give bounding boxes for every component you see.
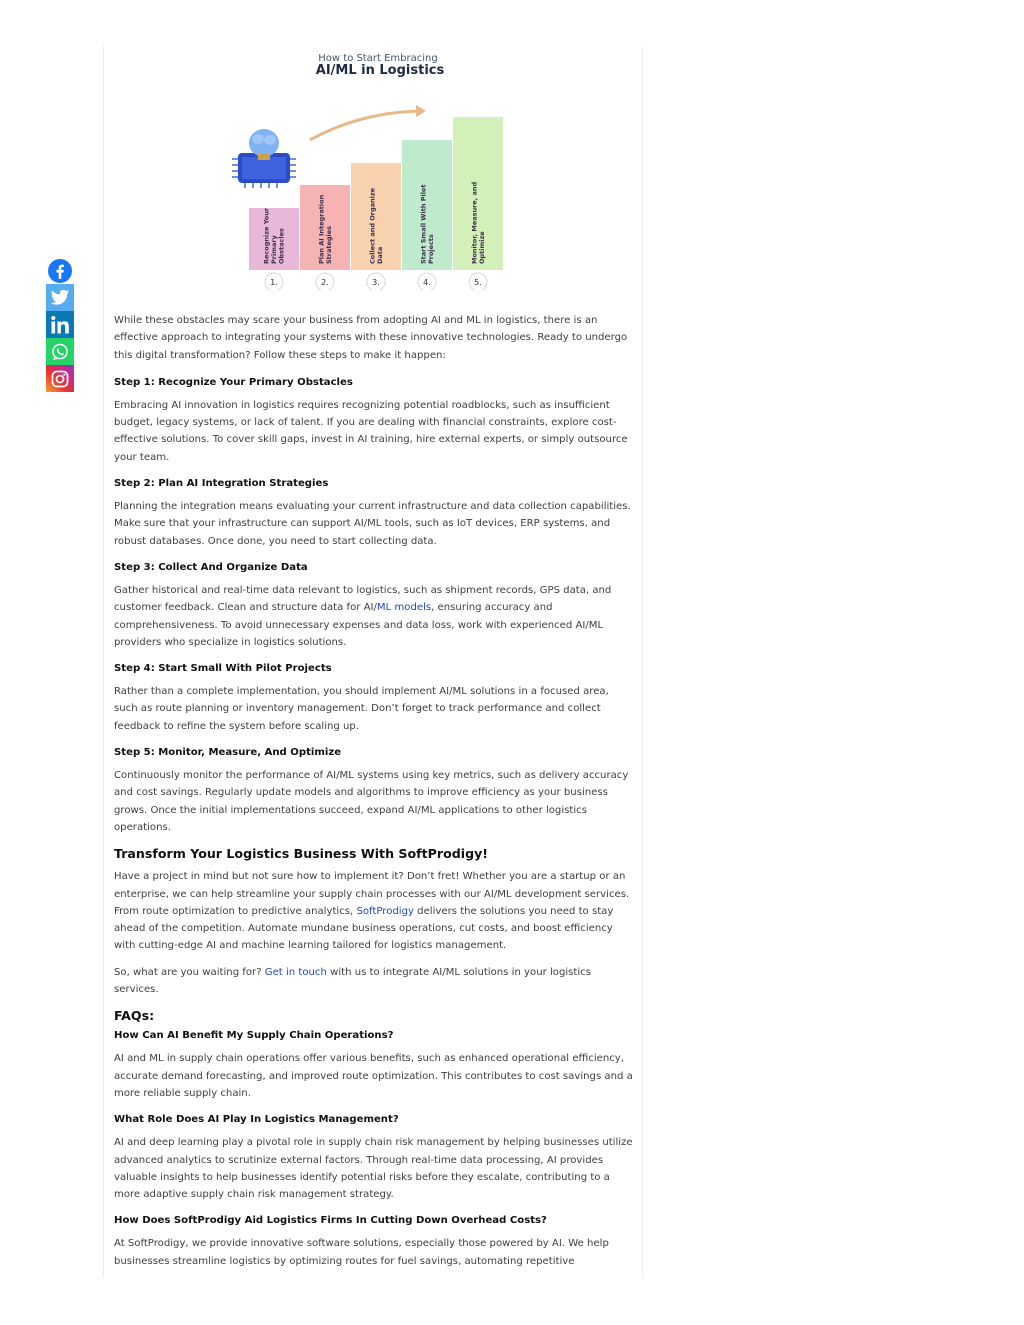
- transform-p2-text-after: with us to integrate AI/ML solutions in your logistics services.: [114, 966, 591, 996]
- step-bar-4: [402, 140, 452, 290]
- transform-paragraph-2: [114, 964, 634, 999]
- growth-arrow: [310, 111, 422, 140]
- step-number-5: 5.: [474, 278, 482, 287]
- get-in-touch-link[interactable]: Get in touch: [264, 966, 327, 978]
- transform-paragraph-1: [114, 868, 634, 954]
- transform-p1-text-after: delivers the solutions you need to stay ahead of the competition. Automate mundane business operations, cut costs, and boost efficiency with cutting-edge AI and machine learning tailored for logistics management.: [114, 905, 614, 952]
- ai-chip-icon: [232, 129, 296, 188]
- faq-1-question: How Can AI Benefit My Supply Chain Operations?: [114, 1030, 394, 1042]
- step-bar-label-5: Monitor, Measure, andOptimize: [470, 181, 486, 264]
- step-5-body: Continuously monitor the performance of AI/ML systems using key metrics, such as delivery accuracy and cost savings. Regularly update models and algorithms to improve efficiency as your business grows. Once the initial implementations succeed, expand AI/ML applications to other logistics operations.: [114, 770, 629, 833]
- share-twitter-button[interactable]: [46, 284, 74, 311]
- instagram-icon: [50, 369, 70, 389]
- step-4-body: Rather than a complete implementation, you should implement AI/ML solutions in a focused area, such as route planning or inventory management. Don’t forget to track performance and collect feedback to refine the system before scaling up.: [114, 686, 609, 732]
- step-3-body-text-after: , ensuring accuracy and comprehensiveness. To avoid unnecessary expenses and data loss, work with experienced AI/ML providers who specialize in logistics solutions.: [114, 602, 604, 648]
- faqs-heading: FAQs:: [114, 1008, 155, 1024]
- intro-paragraph: While these obstacles may scare your business from adopting AI and ML in logistics, there is an effective approach to integrating your systems with these innovative technologies. Ready to undergo this digital transformation? Follow these steps to make it happen:: [114, 315, 628, 361]
- infographic-title: AI/ML in Logistics: [315, 63, 445, 78]
- facebook-icon: [47, 258, 73, 284]
- social-share-bar: [46, 257, 74, 392]
- share-facebook-button[interactable]: [46, 257, 74, 284]
- share-whatsapp-button[interactable]: [46, 338, 74, 365]
- step-2-heading: Step 2: Plan AI Integration Strategies: [114, 478, 329, 490]
- faq-3-question: How Does SoftProdigy Aid Logistics Firms In Cutting Down Overhead Costs?: [114, 1215, 547, 1227]
- step-3-body: [114, 582, 634, 651]
- faq-2-question: What Role Does AI Play In Logistics Management?: [114, 1114, 399, 1126]
- step-bar-label-1: Recognize YourPrimaryObstacles: [262, 207, 286, 264]
- whatsapp-icon: [50, 342, 70, 362]
- step-bar-2: [300, 185, 350, 290]
- infographic: [230, 50, 520, 290]
- transform-heading: Transform Your Logistics Business With SoftProdigy!: [114, 846, 489, 862]
- transform-p1-text-before: Have a project in mind but not sure how to implement it? Don’t fret! Whether you are a startup or an enterprise, we can help streamline your supply chain processes with our AI/ML development services. From route optimization to predictive analytics,: [114, 871, 630, 917]
- share-linkedin-button[interactable]: [46, 311, 74, 338]
- step-bar-label-3: Collect and OrganizeData: [368, 187, 384, 264]
- step-bar-label-2: Plan AI IntegrationStrategies: [317, 194, 333, 264]
- share-instagram-button[interactable]: [46, 365, 74, 392]
- step-number-3: 3.: [372, 278, 380, 287]
- step-bar-1: [249, 207, 299, 290]
- step-3-body-text-before: Gather historical and real-time data relevant to logistics, such as shipment records, GPS data, and customer feedback. Clean and structure data for AI/: [114, 584, 612, 614]
- article-content: [114, 312, 634, 1279]
- step-3-heading: Step 3: Collect And Organize Data: [114, 561, 308, 573]
- step-1-heading: Step 1: Recognize Your Primary Obstacles: [114, 376, 353, 388]
- step-bar-3: [351, 163, 401, 290]
- step-bar-label-4: Start Small With PilotProjects: [419, 184, 435, 264]
- softprodigy-link[interactable]: SoftProdigy: [356, 905, 414, 917]
- step-bar-5: [453, 117, 503, 290]
- growth-arrow-head: [416, 105, 426, 117]
- ml-models-link[interactable]: ML models: [376, 602, 432, 614]
- twitter-icon: [50, 289, 70, 307]
- infographic-subtitle: How to Start Embracing: [318, 53, 438, 64]
- step-number-1: 1.: [270, 278, 278, 287]
- faq-2-answer: AI and deep learning play a pivotal role in supply chain risk management by helping businesses utilize advanced analytics to scrutinize external factors. Through real-time data processing, AI provides valuable insights to help businesses identify potential risks before they escalate, contributing to a more adaptive supply chain risk management strategy.: [114, 1137, 633, 1201]
- step-number-2: 2.: [321, 278, 329, 287]
- infographic-steps: [230, 50, 520, 290]
- faq-1-answer: AI and ML in supply chain operations offer various benefits, such as enhanced operational efficiency, accurate demand forecasting, and improved route optimization. This contributes to cost savings and a more reliable supply chain.: [114, 1053, 633, 1099]
- step-5-heading: Step 5: Monitor, Measure, And Optimize: [114, 747, 342, 759]
- faq-3-answer: At SoftProdigy, we provide innovative software solutions, especially those powered by AI. We help businesses streamline logistics by optimizing routes for fuel savings, automating repetitive: [114, 1238, 609, 1267]
- step-2-body: Planning the integration means evaluating your current infrastructure and data collection capabilities. Make sure that your infrastructure can support AI/ML tools, such as IoT devices, ERP systems, and robust databases. Once done, you need to start collecting data.: [114, 501, 631, 547]
- step-1-body: Embracing AI innovation in logistics requires recognizing potential roadblocks, such as insufficient budget, legacy systems, or lack of talent. If you are dealing with financial constraints, explore cost-effective solutions. To cover skill gaps, invest in AI training, hire external experts, or simply outsource your team.: [114, 399, 628, 463]
- transform-p2-text-before: So, what are you waiting for?: [114, 966, 265, 978]
- linkedin-icon: [50, 315, 70, 335]
- step-4-heading: Step 4: Start Small With Pilot Projects: [114, 663, 332, 675]
- step-number-4: 4.: [423, 278, 431, 287]
